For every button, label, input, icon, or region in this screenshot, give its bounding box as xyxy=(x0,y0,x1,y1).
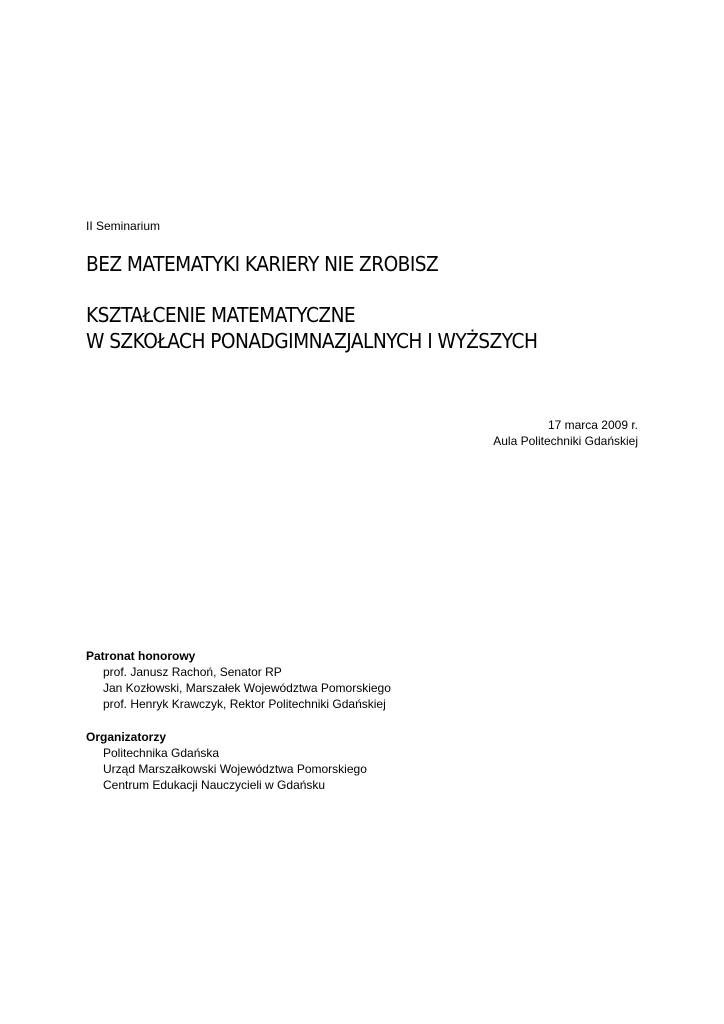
patronat-item: Jan Kozłowski, Marszałek Województwa Pomorskiego xyxy=(103,681,391,695)
patronat-heading: Patronat honorowy xyxy=(86,649,196,663)
patronat-section xyxy=(86,648,391,712)
organizatorzy-heading: Organizatorzy xyxy=(86,730,167,744)
event-info xyxy=(493,417,638,449)
subtitle-line: KSZTAŁCENIE MATEMATYCZNE xyxy=(86,303,356,327)
event-date: 17 marca 2009 r. xyxy=(547,418,638,432)
document-title: BEZ MATEMATYKI KARIERY NIE ZROBISZ xyxy=(86,252,439,276)
patronat-item: prof. Janusz Rachoń, Senator RP xyxy=(103,665,282,679)
organizatorzy-item: Centrum Edukacji Nauczycieli w Gdańsku xyxy=(103,778,326,792)
organizatorzy-item: Politechnika Gdańska xyxy=(103,746,220,760)
patronat-item: prof. Henryk Krawczyk, Rektor Politechniki Gdańskiej xyxy=(103,697,386,711)
organizatorzy-section xyxy=(86,729,367,793)
subtitle-line: W SZKOŁACH PONADGIMNAZJALNYCH I WYŻSZYCH xyxy=(86,329,538,353)
patronat-list xyxy=(86,664,391,712)
series-label: II Seminarium xyxy=(86,219,161,233)
organizatorzy-list xyxy=(86,745,367,793)
event-venue: Aula Politechniki Gdańskiej xyxy=(493,434,638,448)
document-subtitle xyxy=(86,302,537,354)
organizatorzy-item: Urząd Marszałkowski Województwa Pomorskiego xyxy=(103,762,367,776)
